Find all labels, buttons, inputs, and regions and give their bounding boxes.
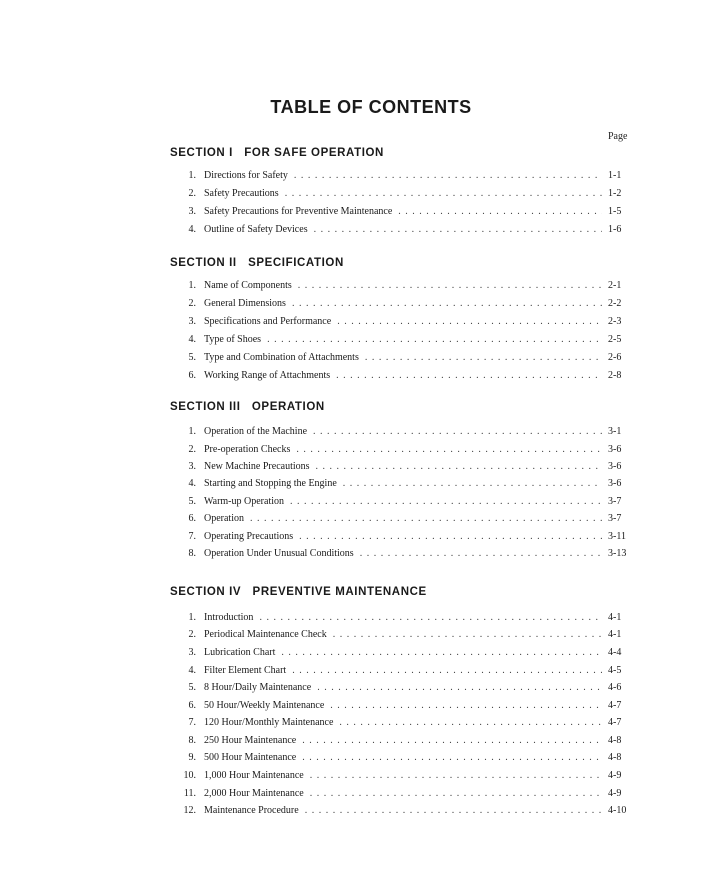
- entry-number: 5.: [188, 682, 196, 693]
- entry-page: 4-1: [608, 629, 622, 640]
- entry-page: 4-4: [608, 647, 622, 658]
- entry-title: Introduction: [204, 612, 254, 623]
- dot-leader: [305, 804, 602, 818]
- entry-title: Directions for Safety: [204, 170, 288, 181]
- entry-page: 4-1: [608, 612, 622, 623]
- entry-number: 4.: [188, 478, 196, 489]
- entry-title: Working Range of Attachments: [204, 370, 331, 381]
- toc-entry: [170, 477, 630, 491]
- dot-leader: [299, 530, 602, 544]
- entry-number: 1.: [188, 426, 196, 437]
- entry-page: 2-2: [608, 298, 622, 309]
- entry-title: 120 Hour/Monthly Maintenance: [204, 717, 334, 728]
- entry-page: 4-8: [608, 752, 622, 763]
- entry-page: 2-6: [608, 352, 622, 363]
- entry-title: Operating Precautions: [204, 531, 294, 542]
- entry-number: 2.: [188, 629, 196, 640]
- entry-title: Periodical Maintenance Check: [204, 629, 327, 640]
- dot-leader: [285, 187, 602, 201]
- entry-number: 6.: [188, 513, 196, 524]
- toc-entry: [170, 369, 630, 383]
- dot-leader: [296, 443, 602, 457]
- dot-leader: [298, 279, 602, 293]
- entry-title: Safety Precautions for Preventive Maintenance: [204, 206, 393, 217]
- dot-leader: [360, 547, 602, 561]
- toc-entry: [170, 223, 630, 237]
- toc-entry: [170, 443, 630, 457]
- entry-number: 12.: [183, 805, 196, 816]
- entry-number: 8.: [188, 548, 196, 559]
- toc-entry: [170, 734, 630, 748]
- entry-number: 3.: [188, 647, 196, 658]
- toc-entry: [170, 646, 630, 660]
- toc-entry: [170, 787, 630, 801]
- entry-number: 1.: [188, 170, 196, 181]
- entry-title: Type and Combination of Attachments: [204, 352, 359, 363]
- entry-title: Pre-operation Checks: [204, 444, 291, 455]
- entry-title: Operation: [204, 513, 244, 524]
- entry-page: 3-6: [608, 444, 622, 455]
- entry-number: 3.: [188, 316, 196, 327]
- entry-number: 4.: [188, 665, 196, 676]
- entry-title: Lubrication Chart: [204, 647, 276, 658]
- entry-page: 2-5: [608, 334, 622, 345]
- dot-leader: [310, 787, 602, 801]
- toc-entry: [170, 297, 630, 311]
- toc-entry: [170, 512, 630, 526]
- toc-entry: [170, 681, 630, 695]
- entry-page: 2-8: [608, 370, 622, 381]
- entry-title: Operation Under Unusual Conditions: [204, 548, 354, 559]
- entry-title: Warm-up Operation: [204, 496, 284, 507]
- toc-entry: [170, 315, 630, 329]
- entry-page: 3-7: [608, 513, 622, 524]
- toc-entry: [170, 351, 630, 365]
- entry-number: 6.: [188, 370, 196, 381]
- section-heading-2: SECTION II SPECIFICATION: [170, 257, 344, 269]
- dot-leader: [365, 351, 602, 365]
- entry-page: 3-7: [608, 496, 622, 507]
- entry-page: 4-7: [608, 700, 622, 711]
- section-heading-4: SECTION IV PREVENTIVE MAINTENANCE: [170, 586, 427, 598]
- toc-entry: [170, 169, 630, 183]
- toc-entry: [170, 628, 630, 642]
- dot-leader: [292, 664, 602, 678]
- toc-entry: [170, 495, 630, 509]
- entry-page: 4-9: [608, 770, 622, 781]
- entry-title: 50 Hour/Weekly Maintenance: [204, 700, 325, 711]
- dot-leader: [250, 512, 602, 526]
- toc-entry: [170, 530, 630, 544]
- entry-number: 7.: [188, 717, 196, 728]
- entry-title: Filter Element Chart: [204, 665, 287, 676]
- entry-number: 11.: [183, 788, 196, 799]
- dot-leader: [333, 628, 602, 642]
- toc-entry: [170, 769, 630, 783]
- dot-leader: [337, 315, 602, 329]
- section-heading-1: SECTION I FOR SAFE OPERATION: [170, 147, 384, 159]
- entry-title: New Machine Precautions: [204, 461, 310, 472]
- dot-leader: [281, 646, 602, 660]
- entry-title: Operation of the Machine: [204, 426, 308, 437]
- dot-leader: [267, 333, 602, 347]
- dot-leader: [290, 495, 602, 509]
- entry-number: 2.: [188, 188, 196, 199]
- dot-leader: [317, 681, 602, 695]
- toc-entry: [170, 611, 630, 625]
- entry-number: 2.: [188, 298, 196, 309]
- entry-page: 4-9: [608, 788, 622, 799]
- entry-page: 1-2: [608, 188, 622, 199]
- dot-leader: [316, 460, 602, 474]
- toc-entry: [170, 187, 630, 201]
- dot-leader: [343, 477, 602, 491]
- entry-number: 3.: [188, 206, 196, 217]
- entry-number: 9.: [188, 752, 196, 763]
- entry-title: Name of Components: [204, 280, 292, 291]
- dot-leader: [294, 169, 602, 183]
- section-heading-3: SECTION III OPERATION: [170, 401, 325, 413]
- toc-entry: [170, 279, 630, 293]
- dot-leader: [302, 751, 602, 765]
- toc-entry: [170, 333, 630, 347]
- dot-leader: [310, 769, 602, 783]
- dot-leader: [336, 369, 602, 383]
- dot-leader: [302, 734, 602, 748]
- dot-leader: [314, 223, 602, 237]
- toc-entry: [170, 751, 630, 765]
- entry-page: 3-13: [608, 548, 627, 559]
- entry-title: Safety Precautions: [204, 188, 279, 199]
- entry-title: Starting and Stopping the Engine: [204, 478, 337, 489]
- dot-leader: [330, 699, 602, 713]
- entry-page: 2-3: [608, 316, 622, 327]
- entry-page: 1-5: [608, 206, 622, 217]
- entry-page: 3-11: [608, 531, 626, 542]
- toc-entry: [170, 425, 630, 439]
- toc-entry: [170, 547, 630, 561]
- entry-page: 3-6: [608, 478, 622, 489]
- entry-page: 1-1: [608, 170, 622, 181]
- entry-page: 3-1: [608, 426, 622, 437]
- toc-entry: [170, 699, 630, 713]
- entry-page: 4-5: [608, 665, 622, 676]
- page-column-label: Page: [608, 131, 628, 142]
- entry-page: 4-8: [608, 735, 622, 746]
- dot-leader: [313, 425, 602, 439]
- entry-page: 1-6: [608, 224, 622, 235]
- entry-number: 2.: [188, 444, 196, 455]
- entry-title: 250 Hour Maintenance: [204, 735, 297, 746]
- dot-leader: [398, 205, 602, 219]
- entry-number: 8.: [188, 735, 196, 746]
- entry-title: General Dimensions: [204, 298, 286, 309]
- entry-title: Type of Shoes: [204, 334, 262, 345]
- entry-number: 4.: [188, 334, 196, 345]
- entry-number: 1.: [188, 612, 196, 623]
- toc-entry: [170, 460, 630, 474]
- toc-entry: [170, 205, 630, 219]
- dot-leader: [339, 716, 602, 730]
- toc-entry: [170, 664, 630, 678]
- entry-title: 1,000 Hour Maintenance: [204, 770, 304, 781]
- entry-title: 8 Hour/Daily Maintenance: [204, 682, 312, 693]
- entry-number: 1.: [188, 280, 196, 291]
- entry-page: 2-1: [608, 280, 622, 291]
- entry-title: 500 Hour Maintenance: [204, 752, 297, 763]
- entry-number: 10.: [183, 770, 196, 781]
- entry-number: 6.: [188, 700, 196, 711]
- entry-page: 4-6: [608, 682, 622, 693]
- entry-page: 3-6: [608, 461, 622, 472]
- entry-page: 4-10: [608, 805, 627, 816]
- entry-number: 7.: [188, 531, 196, 542]
- dot-leader: [259, 611, 602, 625]
- entry-number: 5.: [188, 352, 196, 363]
- toc-entry: [170, 804, 630, 818]
- entry-title: 2,000 Hour Maintenance: [204, 788, 304, 799]
- entry-number: 3.: [188, 461, 196, 472]
- entry-title: Outline of Safety Devices: [204, 224, 308, 235]
- page-title: TABLE OF CONTENTS: [270, 97, 472, 117]
- entry-number: 5.: [188, 496, 196, 507]
- dot-leader: [292, 297, 602, 311]
- toc-entry: [170, 716, 630, 730]
- entry-title: Maintenance Procedure: [204, 805, 299, 816]
- entry-page: 4-7: [608, 717, 622, 728]
- entry-number: 4.: [188, 224, 196, 235]
- entry-title: Specifications and Performance: [204, 316, 332, 327]
